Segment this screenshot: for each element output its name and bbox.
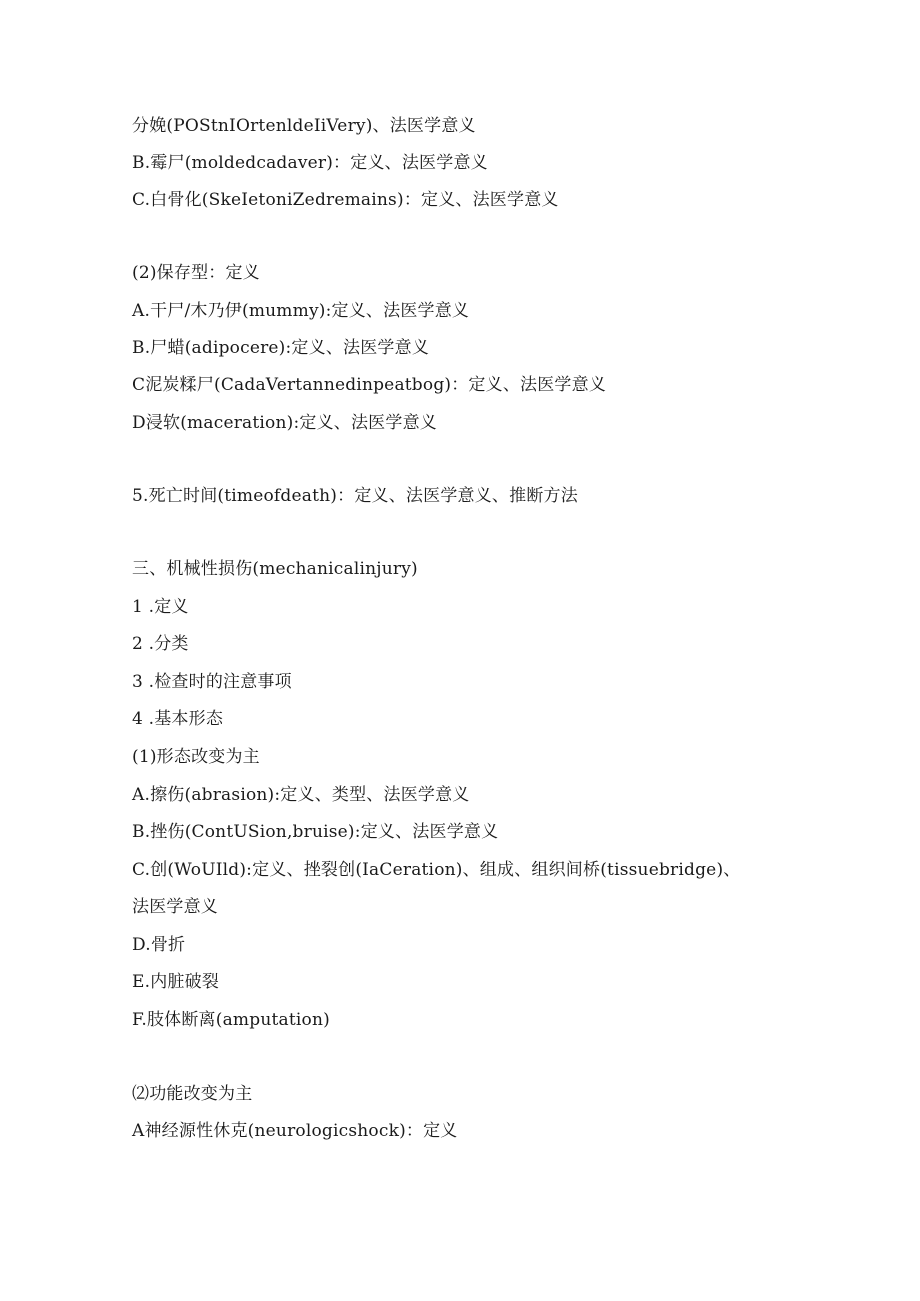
text-line-contusion: B.挫伤(ContUSion,bruise):定义、法医学意义 xyxy=(132,822,499,842)
text-line-fracture: D.骨折 xyxy=(132,935,186,955)
text-line-time-of-death: 5.死亡时间(timeofdeath)：定义、法医学意义、推断方法 xyxy=(132,486,578,506)
text-line-amputation: F.肢体断离(amputation) xyxy=(132,1010,330,1030)
text-line-basic-forms: 4 .基本形态 xyxy=(132,709,224,729)
text-line-wound: C.创(WoUIld):定义、挫裂创(IaCeration)、组成、组织间桥(tissuebridge)、 xyxy=(132,860,741,880)
text-line-organ-rupture: E.内脏破裂 xyxy=(132,972,220,992)
text-line-neurologic-shock: A神经源性休克(neurologicshock)：定义 xyxy=(132,1121,458,1141)
heading-preserved-type: (2)保存型：定义 xyxy=(132,263,260,283)
text-line-wound-continued: 法医学意义 xyxy=(132,897,218,917)
heading-morphological-change: (1)形态改变为主 xyxy=(132,747,260,767)
text-line-exam-notes: 3 .检查时的注意事项 xyxy=(132,672,292,692)
text-line-skeletonized: C.白骨化(SkeIetoniZedremains)：定义、法医学意义 xyxy=(132,190,559,210)
heading-functional-change: ⑵功能改变为主 xyxy=(132,1084,253,1104)
text-line-mummy: A.干尸/木乃伊(mummy):定义、法医学意义 xyxy=(132,301,470,321)
text-line-adipocere: B.尸蜡(adipocere):定义、法医学意义 xyxy=(132,338,430,358)
text-line-molded-cadaver: B.霉尸(moldedcadaver)：定义、法医学意义 xyxy=(132,153,488,173)
text-line-classification: 2 .分类 xyxy=(132,634,189,654)
text-line-definition: 1 .定义 xyxy=(132,597,189,617)
text-line-abrasion: A.擦伤(abrasion):定义、类型、法医学意义 xyxy=(132,785,470,805)
text-line-maceration: D浸软(maceration):定义、法医学意义 xyxy=(132,413,437,433)
heading-mechanical-injury: 三、机械性损伤(mechanicalinjury) xyxy=(132,559,418,579)
text-line-delivery: 分娩(POStnIOrtenldeIiVery)、法医学意义 xyxy=(132,116,476,136)
text-line-peat-bog: C泥炭糅尸(CadaVertannedinpeatbog)：定义、法医学意义 xyxy=(132,375,607,395)
